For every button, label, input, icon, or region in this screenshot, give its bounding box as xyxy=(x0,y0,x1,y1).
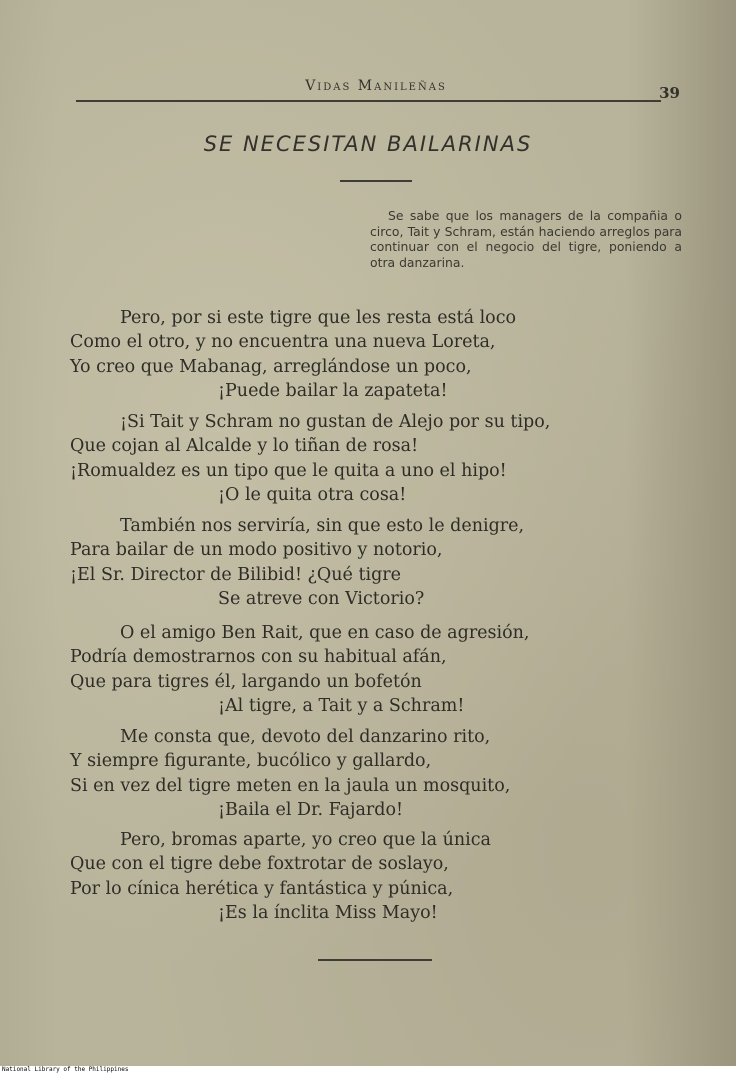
verse-line: Se atreve con Victorio? xyxy=(218,588,425,609)
verse-line: Y siempre figurante, bucólico y gallardo, xyxy=(70,751,432,772)
stanza-6 xyxy=(70,828,690,925)
verse-line: O el amigo Ben Rait, que en caso de agresión, xyxy=(120,623,530,643)
verse-line: Que con el tigre debe foxtrotar de soslayo, xyxy=(70,854,449,875)
poem-title: SE NECESITAN BAILARINAS xyxy=(203,132,533,156)
stanza-2 xyxy=(70,410,690,507)
verse-line: ¡Puede bailar la zapateta! xyxy=(218,380,448,401)
stanza-5 xyxy=(70,725,690,822)
verse-line: Para bailar de un modo positivo y notorio, xyxy=(70,540,443,561)
verse-line: Pero, bromas aparte, yo creo que la única xyxy=(120,830,491,850)
running-header xyxy=(76,78,684,108)
verse-line: ¡Baila el Dr. Fajardo! xyxy=(218,799,404,820)
epigraph: Se sabe que los managers de la compañia o circo, Tait y Schram, están haciendo arreglos para continuar con el negocio del tigre, poniendo a otra danzarina. xyxy=(370,208,682,270)
verse-line: Si en vez del tigre meten en la jaula un mosquito, xyxy=(70,775,511,796)
verse-line: ¡Si Tait y Schram no gustan de Alejo por su tipo, xyxy=(120,412,551,432)
verse-line: Podría demostrarnos con su habitual afán, xyxy=(70,647,447,668)
verse-line: ¡O le quita otra cosa! xyxy=(218,484,407,505)
running-title: Vidas Manileñas xyxy=(305,78,447,94)
stanza-3 xyxy=(70,514,690,611)
page-number: 39 xyxy=(659,84,680,102)
stanza-4 xyxy=(70,621,690,718)
verse-line: Por lo cínica herética y fantástica y púnica, xyxy=(70,878,454,899)
verse-line: Que para tigres él, largando un bofetón xyxy=(70,671,422,692)
source-credit: National Library of the Philippines xyxy=(2,1066,129,1073)
verse-line: ¡El Sr. Director de Bilibid! ¿Qué tigre xyxy=(70,564,402,585)
stanza-1 xyxy=(70,306,690,403)
verse-line: ¡Al tigre, a Tait y a Schram! xyxy=(218,695,465,716)
verse-line: Pero, por si este tigre que les resta está loco xyxy=(120,308,517,328)
verse-line: Yo creo que Mabanag, arreglándose un poco, xyxy=(70,356,472,377)
verse-line: ¡Romualdez es un tipo que le quita a uno el hipo! xyxy=(70,460,507,481)
verse-line: Me consta que, devoto del danzarino rito, xyxy=(120,727,491,747)
title-divider xyxy=(340,180,412,182)
verse-line: Como el otro, y no encuentra una nueva Loreta, xyxy=(70,332,496,353)
end-divider xyxy=(318,959,432,961)
verse-line: Que cojan al Alcalde y lo tiñan de rosa! xyxy=(70,436,419,457)
verse-line: ¡Es la ínclita Miss Mayo! xyxy=(218,902,438,923)
header-rule xyxy=(76,100,661,102)
verse-line: También nos serviría, sin que esto le denigre, xyxy=(120,516,525,536)
